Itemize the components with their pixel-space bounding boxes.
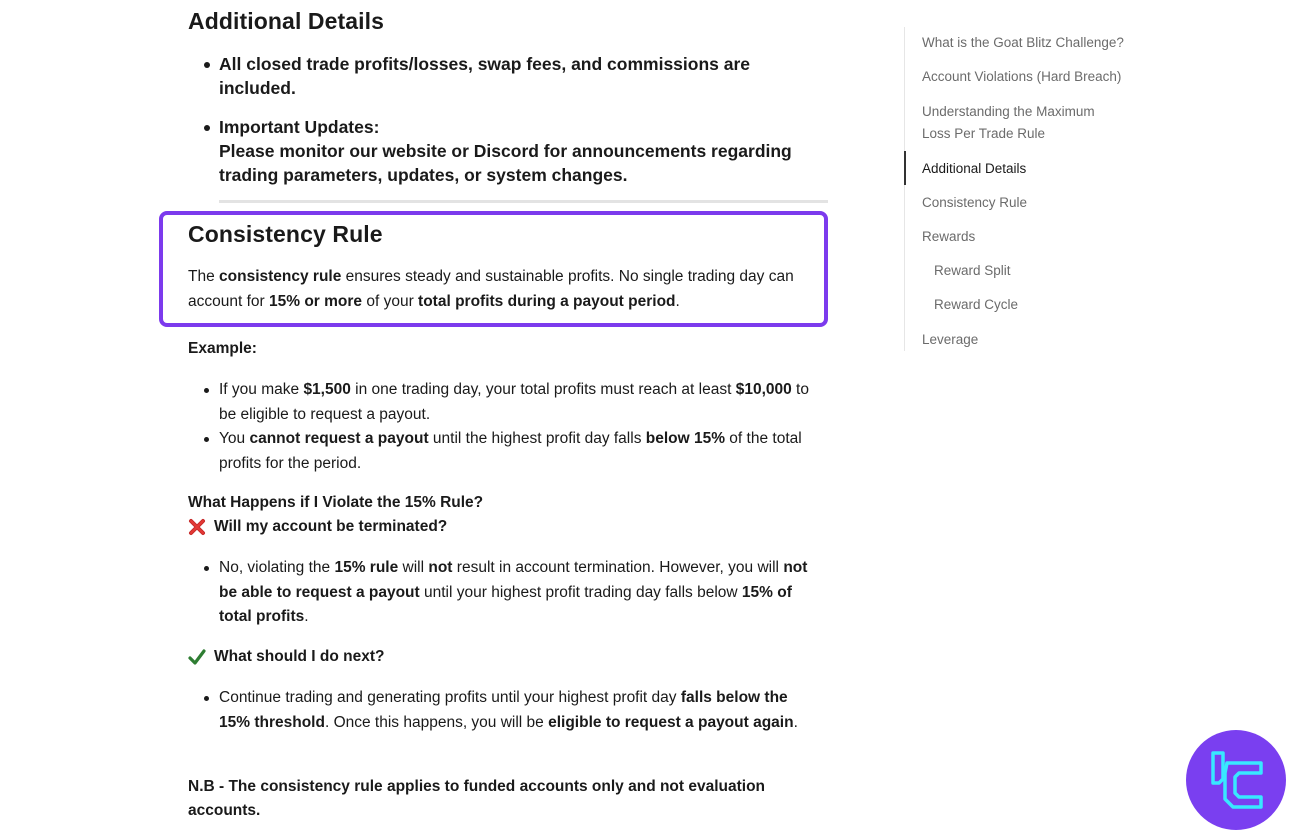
question-next bbox=[188, 645, 385, 669]
text-run: If you make bbox=[219, 381, 304, 398]
question-text: Will my account be terminated? bbox=[214, 518, 448, 535]
toc-item-account-violations[interactable]: Account Violations (Hard Breach) bbox=[922, 69, 1122, 84]
check-mark-icon bbox=[188, 648, 206, 666]
text-run: until the highest profit day falls bbox=[428, 430, 646, 447]
text-run-bold: falls below the 15% threshold bbox=[219, 689, 788, 731]
text-run: . bbox=[793, 713, 798, 731]
text-run-bold: total profits during a payout period bbox=[418, 293, 676, 310]
text-run-bold: eligible to request a payout again bbox=[548, 713, 794, 731]
table-of-contents bbox=[904, 27, 1145, 351]
list-item bbox=[204, 686, 814, 735]
text-run-bold: $1,500 bbox=[303, 381, 351, 398]
example-label: Example: bbox=[188, 340, 257, 357]
toc-item-reward-cycle[interactable]: Reward Cycle bbox=[934, 297, 1019, 312]
consistency-rule-paragraph bbox=[188, 264, 818, 314]
toc-item-additional-details[interactable]: Additional Details bbox=[905, 158, 1145, 180]
logo-mark bbox=[1205, 749, 1267, 811]
next-answer-list bbox=[204, 686, 814, 735]
text-run: No, violating the bbox=[219, 559, 335, 576]
text-run: will bbox=[398, 559, 429, 576]
text-run-bold: not bbox=[428, 559, 453, 576]
text-run: of the total profits for the period. bbox=[219, 430, 802, 472]
list-item bbox=[204, 427, 814, 476]
text-run: The bbox=[188, 268, 220, 285]
cross-mark-icon bbox=[188, 518, 206, 536]
additional-details-list bbox=[204, 52, 804, 202]
text-run: Continue trading and generating profits until your highest profit day bbox=[219, 689, 681, 706]
text-run-bold: not be able to request a payout bbox=[219, 559, 808, 601]
text-run-bold: 15% or more bbox=[269, 293, 363, 310]
list-item-text: All closed trade profits/losses, swap fees, and commissions are included. bbox=[219, 54, 751, 98]
note-paragraph: N.B - The consistency rule applies to funded accounts only and not evaluation accounts. bbox=[188, 778, 766, 819]
toc-item-consistency-rule[interactable]: Consistency Rule bbox=[922, 195, 1028, 210]
text-run: . Once this happens, you will be bbox=[324, 713, 549, 731]
list-item bbox=[204, 556, 814, 630]
list-item bbox=[204, 115, 804, 187]
list-item-title: Important Updates: bbox=[219, 117, 380, 137]
text-run: to be eligible to request a payout. bbox=[219, 381, 809, 423]
violate-label: What Happens if I Violate the 15% Rule? bbox=[188, 494, 484, 511]
text-run-bold: 15% rule bbox=[334, 559, 399, 576]
text-run: until your highest profit trading day falls below bbox=[419, 583, 742, 601]
section-divider bbox=[219, 200, 828, 203]
example-list bbox=[204, 378, 814, 476]
list-item bbox=[204, 378, 814, 427]
question-terminated bbox=[188, 515, 447, 539]
question-text: What should I do next? bbox=[214, 648, 385, 665]
text-run: result in account termination. However, you will bbox=[452, 559, 784, 576]
toc-item-goat-blitz[interactable]: What is the Goat Blitz Challenge? bbox=[922, 35, 1124, 50]
list-item-text: Please monitor our website or Discord for announcements regarding trading parameters, updates, or system changes. bbox=[219, 141, 792, 185]
list-item bbox=[204, 52, 804, 100]
text-run: in one trading day, your total profits must reach at least bbox=[350, 381, 736, 398]
text-run-bold: cannot request a payout bbox=[249, 430, 429, 447]
toc-item-reward-split[interactable]: Reward Split bbox=[934, 263, 1011, 278]
brand-logo-icon[interactable] bbox=[1186, 730, 1286, 830]
text-run: ensures steady and sustainable profits. No single trading day can account for bbox=[188, 268, 794, 310]
terminated-answer-list bbox=[204, 556, 814, 630]
toc-item-leverage[interactable]: Leverage bbox=[922, 332, 979, 347]
text-run-bold: $10,000 bbox=[735, 381, 792, 398]
text-run-bold: below 15% bbox=[645, 430, 725, 447]
toc-item-max-loss-rule[interactable]: Understanding the Maximum Loss Per Trade Rule bbox=[922, 104, 1095, 141]
heading-additional-details: Additional Details bbox=[188, 8, 385, 34]
toc-item-rewards[interactable]: Rewards bbox=[922, 229, 976, 244]
text-run: . bbox=[675, 293, 680, 310]
heading-consistency-rule: Consistency Rule bbox=[188, 221, 383, 247]
text-run: of your bbox=[362, 293, 419, 310]
text-run-bold: consistency rule bbox=[219, 268, 342, 285]
text-run-bold: 15% of total profits bbox=[219, 583, 792, 625]
text-run: . bbox=[304, 608, 309, 625]
text-run: You bbox=[219, 430, 250, 447]
